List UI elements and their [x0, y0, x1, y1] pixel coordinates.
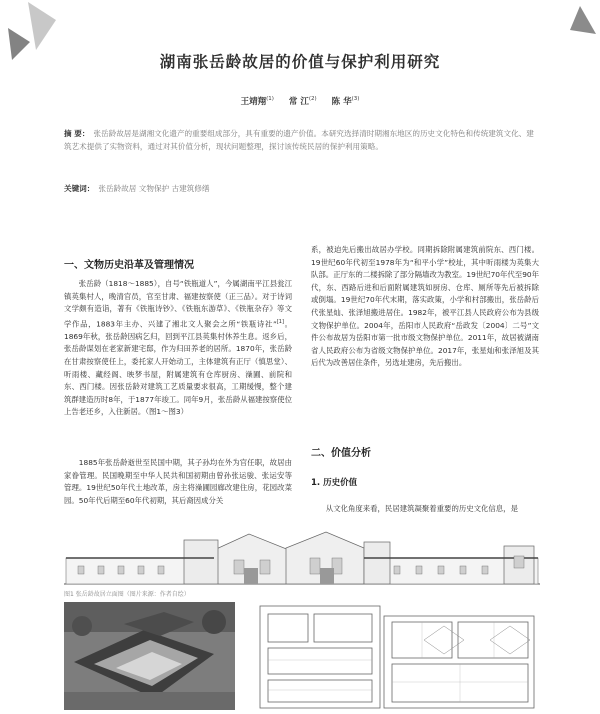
keywords	[64, 183, 534, 194]
author-2: 常 江$^{(2)}$	[288, 96, 317, 107]
keywords-text: 张岳龄故居 文物保护 古建筑修缮	[98, 184, 210, 193]
abstract-label: 摘 要：	[64, 129, 90, 138]
section-heading-value: 二、价值分析	[311, 448, 371, 459]
history-paragraph-2: 1885年张岳龄逝世至民国中期，其子孙均在外为官任职，故居由家眷管理。民国晚期至中华人民共和国初期由曾孙张运骏、张运安等管理。19世纪50年代土地改革，房主将澡圃园廊改建住房，花园改菜园。50年代后期至60年代初期，其后裔因成分关	[64, 458, 292, 505]
section-heading-history: 一、文物历史沿革及管理情况	[64, 260, 194, 271]
abstract	[64, 128, 534, 153]
author-1: 王靖翔$^{(1)}$	[240, 96, 274, 107]
keywords-label: 关键词：	[64, 184, 95, 193]
paper-title: 湖南张岳龄故居的价值与保护利用研究	[159, 53, 441, 71]
abstract-text: 张岳龄故居是湖湘文化遗产的重要组成部分，具有重要的遗产价值。本研究选择清时期湘东地区的历史文化特色和传统建筑文化、建筑艺术提供了实物资料，通过对其价值分析，现状问题整理，探讨该传统民居的保护利用策略。	[64, 129, 534, 151]
history-paragraph-1: 张岳龄（1818～1885），自号“铁瓶道人”，今属湖南平江县瓮江镇英集村人，晚清官员，官至甘肃、福建按察使（正三品）。对于诗词文学颇有造诣，著有《铁瓶诗钞》、《铁瓶东游草》、《铁瓶杂存》等文学作品，1883年主办、兴建了湘北文人聚会之所“铁瓶诗社”[1]。1869年秋，张岳龄因病乞归，回到平江县英集村休养生息。返乡后，张岳龄谋划在老家新建宅邸，作为归田养老的居所。1870年，张岳龄在甘肃按察使任上，委托家人开始动工，主体建筑有正厅（慎思堂）、听雨楼、藏经阁、映梦书屋，附属建筑有仓库厨房、澡圃、前院和东、西门楼。因张岳龄对建筑工艺质量要求很高，工期缓慢，整个建筑群建造历时8年，于1877年竣工。同年9月，张岳龄从福建按察使位上告老还乡，入住新居。（图1～图3）	[64, 279, 292, 417]
subsection-heading-history-value: 1. 历史价值	[311, 478, 358, 488]
value-paragraph-1: 从文化角度来看，民居建筑凝聚着重要的历史文化信息，是	[325, 504, 518, 513]
figure-aerial-photo	[64, 602, 235, 710]
author-3: 陈 华$^{(3)}$	[331, 96, 360, 107]
history-paragraph-3: 系，被迫先后搬出故居办学校。同期拆除附属建筑前院东、西门楼。19世纪60年代初至1978年为“和平小学”校址，其中听雨楼为英集大队部。正厅东的二楼拆除了部分隔墙改为教室。19世纪70年代至90年代，东、西路后进和后面附属建筑如厨房、仓库、厕所等先后被拆除或倒塌。19世纪70年代末期，落实政策，小学和村部搬出，张岳龄后代张星灿、张泽旭搬进居住。1982年，被平江县人民政府公布为县级文物保护单位。2004年，岳阳市人民政府“岳政发〔2004〕二号”文件公布故居为岳阳市第一批市级文物保护单位。2011年，故居被湖南省人民政府公布为省级文物保护单位。2017年，张星灿和张泽旭及其后代为改善居住条件，另选址建房，先后搬出。	[311, 245, 539, 368]
figure-floor-plan	[254, 602, 540, 712]
figure-1-caption: 图1 张岳龄故居立面图（图片来源：作者自绘）	[64, 591, 190, 598]
figure-elevation-drawing	[64, 528, 540, 586]
author-line	[0, 95, 600, 107]
